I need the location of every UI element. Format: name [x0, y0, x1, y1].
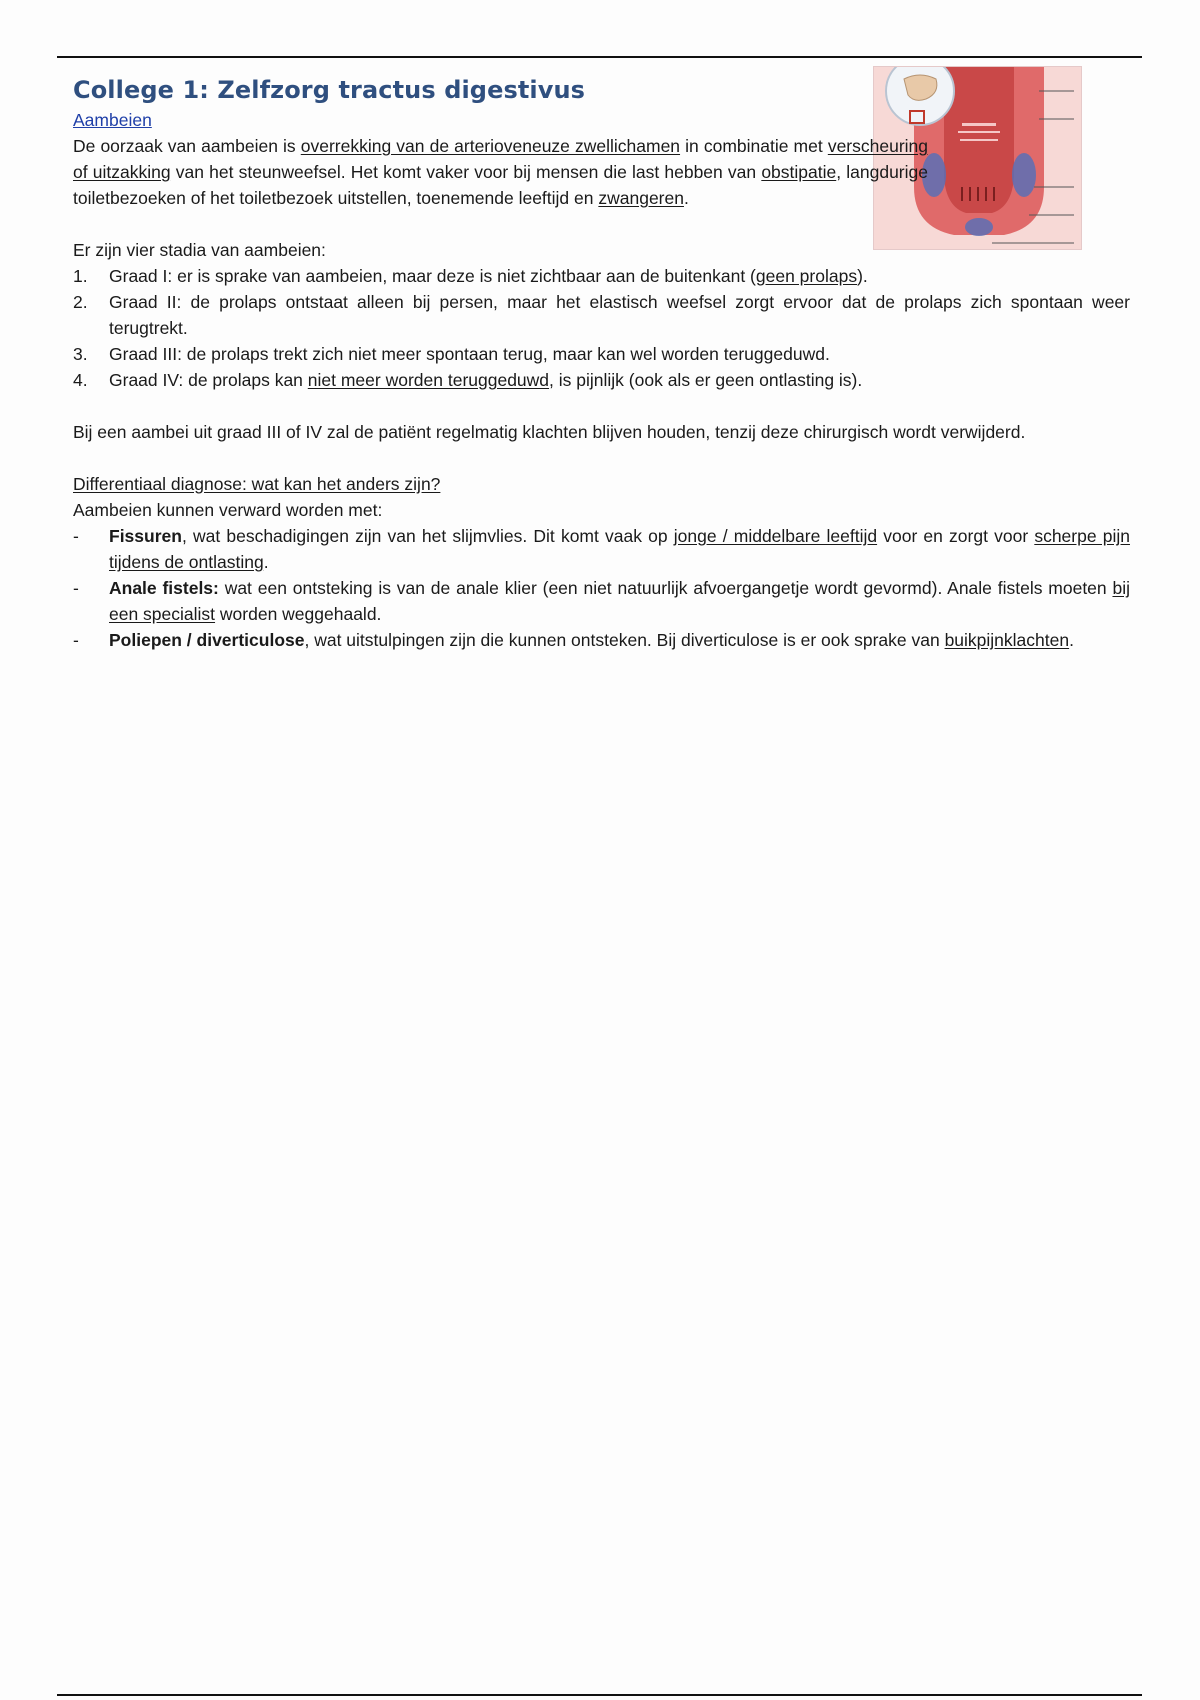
list-emphasis: niet meer worden teruggeduwd — [307, 370, 550, 390]
list-text: voor en zorgt voor — [877, 526, 1035, 546]
intro-text: , langdurige toiletbezoeken of het toiletbezoek uitstellen, toenemende leeftijd en — [73, 162, 928, 208]
spacer — [73, 393, 1130, 419]
intro-text: van het steunweefsel. Het komt vaker voor bij mensen die last hebben van — [170, 162, 762, 182]
list-item — [73, 575, 1130, 627]
list-number: 2. — [73, 292, 88, 312]
intro-text: . — [683, 188, 689, 208]
list-emphasis: geen prolaps — [755, 266, 858, 286]
list-text: ). — [857, 266, 868, 286]
page-title: College 1: Zelfzorg tractus digestivus — [73, 76, 586, 104]
list-text: Graad IV: de prolaps kan — [109, 370, 308, 390]
spacer — [73, 211, 1130, 237]
top-rule — [57, 56, 1142, 58]
list-item — [73, 289, 1130, 341]
bottom-rule — [57, 1694, 1142, 1696]
intro-paragraph — [73, 133, 928, 211]
list-item — [73, 341, 1130, 367]
list-text: , is pijnlijk (ook als er geen ontlasting is). — [549, 370, 863, 390]
intro-emphasis: zwangeren — [598, 188, 684, 208]
dd-intro: Aambeien kunnen verward worden met: — [73, 500, 383, 520]
section-link-aambeien[interactable]: Aambeien — [73, 110, 152, 130]
dd-heading-text: Differentiaal diagnose: wat kan het anders zijn? — [73, 474, 441, 494]
document-page — [73, 70, 1130, 653]
list-emphasis: scherpe pijn tijdens de ontlasting — [109, 526, 1130, 572]
stages-list — [73, 263, 1130, 393]
list-emphasis: jonge / middelbare leeftijd — [673, 526, 878, 546]
list-text: , wat beschadigingen zijn van het slijmvlies. Dit komt vaak op — [181, 526, 674, 546]
list-emphasis: buikpijnklachten — [944, 630, 1070, 650]
list-term: Fissuren — [109, 526, 182, 546]
list-bullet: - — [73, 578, 79, 598]
spacer — [73, 445, 1130, 471]
stages-intro: Er zijn vier stadia van aambeien: — [73, 240, 326, 260]
list-item — [73, 263, 1130, 289]
intro-emphasis: obstipatie — [761, 162, 837, 182]
list-text: . — [263, 552, 269, 572]
dd-heading — [73, 471, 1130, 497]
list-text: Graad III: de prolaps trekt zich niet meer spontaan terug, maar kan wel worden teruggeduwd. — [109, 344, 830, 364]
intro-text: De oorzaak van aambeien is — [73, 136, 301, 156]
list-text: wat een ontsteking is van de anale klier (een niet natuurlijk afvoergangetje wordt gevormd). Anale fistels moeten — [218, 578, 1113, 598]
intro-emphasis: verscheuring of uitzakking — [73, 136, 929, 182]
grade-note: Bij een aambei uit graad III of IV zal de patiënt regelmatig klachten blijven houden, tenzij deze chirurgisch wordt verwijderd. — [73, 422, 1026, 442]
list-text: . — [1069, 630, 1074, 650]
list-number: 3. — [73, 344, 88, 364]
list-text: worden weggehaald. — [215, 604, 382, 624]
list-term: Anale fistels: — [109, 578, 219, 598]
list-bullet: - — [73, 630, 79, 650]
list-number: 4. — [73, 370, 88, 390]
list-text: Graad I: er is sprake van aambeien, maar deze is niet zichtbaar aan de buitenkant ( — [109, 266, 756, 286]
list-number: 1. — [73, 266, 88, 286]
list-term: Poliepen / diverticulose — [109, 630, 305, 650]
list-item — [73, 627, 1130, 653]
list-item — [73, 367, 1130, 393]
list-emphasis: bij een specialist — [109, 578, 1130, 624]
list-item — [73, 523, 1130, 575]
list-text: , wat uitstulpingen zijn die kunnen ontsteken. Bij diverticulose is er ook sprake van — [304, 630, 945, 650]
dd-list — [73, 523, 1130, 653]
intro-emphasis: overrekking van de arterioveneuze zwellichamen — [300, 136, 681, 156]
intro-text: in combinatie met — [680, 136, 828, 156]
list-bullet: - — [73, 526, 79, 546]
list-text: Graad II: de prolaps ontstaat alleen bij persen, maar het elastisch weefsel zorgt ervoor dat de prolaps zich spontaan weer terugtrekt. — [109, 292, 1130, 338]
